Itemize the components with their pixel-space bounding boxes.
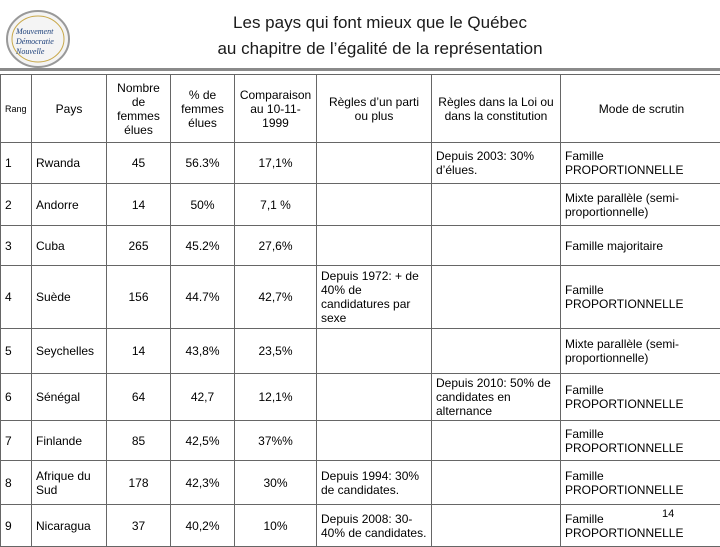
cell-parti: Depuis 2008: 30-40% de candidates. [317,505,432,547]
page-title [150,10,610,62]
cell-mode: Mixte parallèle (semi-proportionnelle) [561,329,720,374]
cell-mode: Famille PROPORTIONNELLE [561,461,720,505]
cell-pays: Sénégal [32,374,107,421]
cell-comp: 27,6% [235,226,317,266]
table-row [1,374,720,421]
cell-pct: 42,7 [171,374,235,421]
cell-rang: 3 [1,226,32,266]
table-row [1,461,720,505]
logo-line3: Nouvelle [15,47,45,56]
cell-pays: Andorre [32,184,107,226]
header-pct: % de femmes élues [171,75,235,143]
table-row [1,184,720,226]
table-row [1,143,720,184]
cell-pays: Cuba [32,226,107,266]
cell-pct: 42,5% [171,421,235,461]
cell-mode: Mixte parallèle (semi-proportionnelle) [561,184,720,226]
header-regles-parti: Règles d’un parti ou plus [317,75,432,143]
cell-comp: 30% [235,461,317,505]
cell-mode: Famille PROPORTIONNELLE [561,421,720,461]
cell-loi [432,329,561,374]
header-nombre: Nombre de femmes élues [107,75,171,143]
cell-pct: 44.7% [171,266,235,329]
cell-parti: Depuis 1972: + de 40% de candidatures par sexe [317,266,432,329]
cell-mode: Famille PROPORTIONNELLE [561,266,720,329]
cell-pays: Afrique du Sud [32,461,107,505]
cell-pays: Suède [32,266,107,329]
table-header-row [1,75,720,143]
cell-pays: Rwanda [32,143,107,184]
logo [4,8,72,70]
cell-loi [432,266,561,329]
cell-rang: 9 [1,505,32,547]
page-number: 14 [662,508,674,520]
cell-mode: Famille PROPORTIONNELLE [561,143,720,184]
cell-nombre: 14 [107,184,171,226]
cell-rang: 1 [1,143,32,184]
cell-comp: 37%% [235,421,317,461]
cell-parti [317,329,432,374]
cell-pays: Finlande [32,421,107,461]
logo-emblem-icon [4,8,72,70]
cell-comp: 17,1% [235,143,317,184]
cell-pct: 43,8% [171,329,235,374]
cell-mode: Famille PROPORTIONNELLE [561,505,720,547]
cell-comp: 10% [235,505,317,547]
cell-rang: 8 [1,461,32,505]
cell-comp: 12,1% [235,374,317,421]
cell-pays: Nicaragua [32,505,107,547]
cell-pct: 56.3% [171,143,235,184]
cell-parti [317,184,432,226]
cell-parti [317,421,432,461]
cell-mode: Famille PROPORTIONNELLE [561,374,720,421]
table-row [1,226,720,266]
logo-line1: Mouvement [15,27,54,36]
cell-nombre: 14 [107,329,171,374]
title-line1: Les pays qui font mieux que le Québec [150,10,610,36]
cell-parti [317,226,432,266]
cell-pct: 42,3% [171,461,235,505]
cell-nombre: 64 [107,374,171,421]
cell-nombre: 85 [107,421,171,461]
header-mode: Mode de scrutin [561,75,720,143]
cell-loi: Depuis 2003: 30% d’élues. [432,143,561,184]
table-row [1,266,720,329]
cell-loi [432,505,561,547]
cell-loi [432,421,561,461]
cell-nombre: 45 [107,143,171,184]
cell-rang: 6 [1,374,32,421]
cell-nombre: 265 [107,226,171,266]
cell-loi: Depuis 2010: 50% de candidates en alternance [432,374,561,421]
header-regles-loi: Règles dans la Loi ou dans la constitution [432,75,561,143]
cell-nombre: 37 [107,505,171,547]
cell-mode: Famille majoritaire [561,226,720,266]
cell-parti [317,374,432,421]
cell-rang: 4 [1,266,32,329]
table-row [1,329,720,374]
title-divider [0,68,720,71]
cell-comp: 7,1 % [235,184,317,226]
header-pays: Pays [32,75,107,143]
cell-parti: Depuis 1994: 30% de candidates. [317,461,432,505]
cell-comp: 42,7% [235,266,317,329]
table-row [1,421,720,461]
cell-parti [317,143,432,184]
header-comparaison: Comparaison au 10-11-1999 [235,75,317,143]
cell-rang: 7 [1,421,32,461]
cell-pct: 50% [171,184,235,226]
cell-nombre: 156 [107,266,171,329]
cell-rang: 2 [1,184,32,226]
cell-nombre: 178 [107,461,171,505]
cell-pct: 40,2% [171,505,235,547]
cell-pct: 45.2% [171,226,235,266]
cell-loi [432,226,561,266]
title-line2: au chapitre de l’égalité de la représentation [150,36,610,62]
cell-loi [432,184,561,226]
logo-line2: Démocratie [15,37,54,46]
cell-loi [432,461,561,505]
cell-rang: 5 [1,329,32,374]
header-rang: Rang [1,75,32,143]
cell-comp: 23,5% [235,329,317,374]
cell-pays: Seychelles [32,329,107,374]
table-row [1,505,720,547]
ranking-table [0,74,720,547]
